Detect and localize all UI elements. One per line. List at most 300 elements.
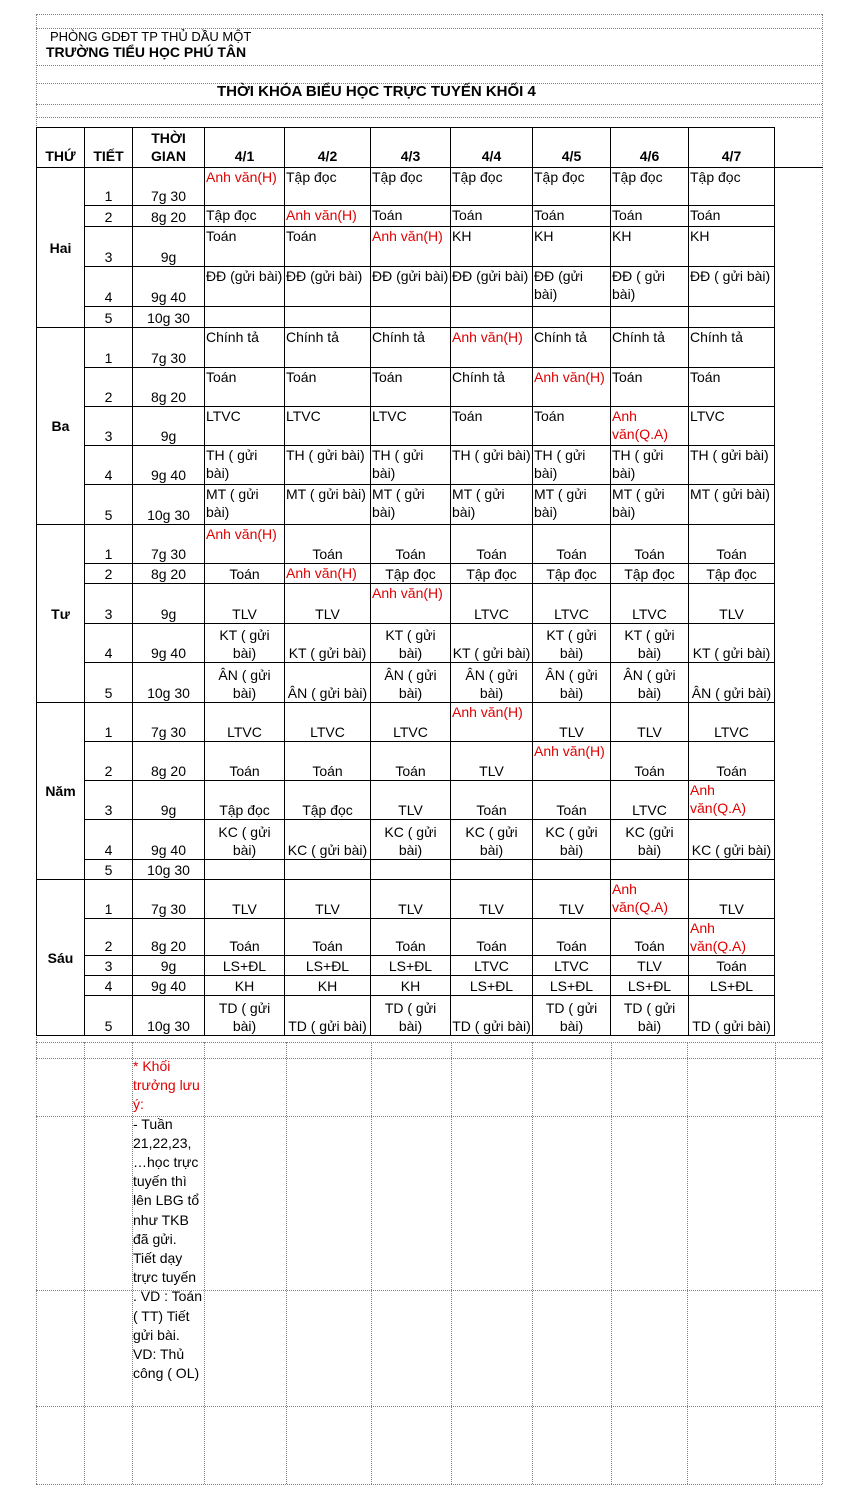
subject-cell: TLV bbox=[205, 584, 285, 624]
subject-cell: Toán bbox=[611, 525, 689, 564]
subject-cell: Tập đọc bbox=[205, 781, 285, 820]
subject-cell: MT ( gửi bài) bbox=[285, 485, 371, 525]
subject-cell: LTVC bbox=[205, 407, 285, 446]
subject-cell: KC ( gửi bài) bbox=[205, 820, 285, 860]
subject-cell: Toán bbox=[689, 742, 775, 781]
subject-cell: Anh văn(Q.A) bbox=[689, 781, 775, 820]
subject-cell: LTVC bbox=[689, 407, 775, 446]
note-heading: * Khối trưởng lưu ý: bbox=[133, 1058, 200, 1113]
table-row bbox=[37, 703, 823, 742]
subject-cell bbox=[205, 860, 285, 880]
period-number: 2 bbox=[85, 742, 133, 781]
school-name: TRƯỜNG TIỂU HỌC PHÚ TÂN bbox=[46, 44, 247, 60]
subject-cell: LTVC bbox=[285, 407, 371, 446]
subject-cell: ÂN ( gửi bài) bbox=[451, 663, 533, 703]
subject-cell: KT ( gửi bài) bbox=[689, 624, 775, 663]
table-row bbox=[37, 584, 823, 624]
grid-line bbox=[84, 1042, 85, 1484]
table-row bbox=[37, 976, 823, 996]
subject-cell: TLV bbox=[371, 781, 451, 820]
period-number: 3 bbox=[85, 407, 133, 446]
subject-cell: LTVC bbox=[451, 956, 533, 976]
subject-cell: Toán bbox=[371, 525, 451, 564]
table-row bbox=[37, 742, 823, 781]
subject-cell: LTVC bbox=[285, 703, 371, 742]
period-time: 9g bbox=[133, 407, 205, 446]
subject-cell: TLV bbox=[285, 880, 371, 919]
subject-cell: KT ( gửi bài) bbox=[205, 624, 285, 663]
subject-cell: ĐĐ (gửi bài) bbox=[205, 267, 285, 307]
period-time: 8g 20 bbox=[133, 564, 205, 584]
subject-cell: Tập đọc bbox=[533, 564, 611, 584]
grid-line bbox=[36, 14, 822, 15]
period-time: 9g bbox=[133, 584, 205, 624]
col-header-class: 4/3 bbox=[371, 128, 451, 168]
subject-cell: Tập đọc bbox=[451, 564, 533, 584]
period-number: 2 bbox=[85, 368, 133, 407]
subject-cell: Toán bbox=[371, 368, 451, 407]
subject-cell: ÂN ( gửi bài) bbox=[285, 663, 371, 703]
subject-cell: LTVC bbox=[533, 584, 611, 624]
subject-cell: LTVC bbox=[371, 407, 451, 446]
grid-line bbox=[611, 1042, 612, 1484]
subject-cell: Tập đọc bbox=[285, 781, 371, 820]
subject-cell: TD ( gửi bài) bbox=[285, 996, 371, 1036]
subject-cell: Anh văn(H) bbox=[285, 564, 371, 584]
subject-cell: KC ( gửi bài) bbox=[371, 820, 451, 860]
period-number: 3 bbox=[85, 956, 133, 976]
period-time: 7g 30 bbox=[133, 525, 205, 564]
subject-cell: Toán bbox=[611, 742, 689, 781]
subject-cell: ĐĐ ( gửi bài) bbox=[611, 267, 689, 307]
subject-cell: Tập đọc bbox=[689, 564, 775, 584]
subject-cell: MT ( gửi bài) bbox=[371, 485, 451, 525]
subject-cell: KC ( gửi bài) bbox=[451, 820, 533, 860]
day-label: Tư bbox=[37, 525, 85, 703]
col-header-period: TIẾT bbox=[85, 128, 133, 168]
subject-cell: TH ( gửi bài) bbox=[533, 446, 611, 485]
subject-cell: Toán bbox=[205, 227, 285, 267]
subject-cell bbox=[689, 860, 775, 880]
subject-cell: TD ( gửi bài) bbox=[205, 996, 285, 1036]
subject-cell: Toán bbox=[533, 206, 611, 227]
subject-cell: Toán bbox=[533, 781, 611, 820]
subject-cell: Toán bbox=[451, 525, 533, 564]
subject-cell: TLV bbox=[611, 956, 689, 976]
subject-cell: LTVC bbox=[533, 956, 611, 976]
table-row bbox=[37, 956, 823, 976]
subject-cell bbox=[285, 307, 371, 328]
subject-cell: Toán bbox=[371, 742, 451, 781]
grid-line bbox=[775, 1042, 776, 1484]
period-number: 3 bbox=[85, 227, 133, 267]
subject-cell: Tập đọc bbox=[533, 168, 611, 206]
grid-line bbox=[451, 1042, 452, 1484]
period-number: 5 bbox=[85, 307, 133, 328]
empty-cell bbox=[775, 880, 823, 919]
subject-cell: LS+ĐL bbox=[689, 976, 775, 996]
subject-cell: LS+ĐL bbox=[285, 956, 371, 976]
grid-line bbox=[36, 1484, 822, 1485]
subject-cell: ÂN ( gửi bài) bbox=[611, 663, 689, 703]
subject-cell: KC ( gửi bài) bbox=[533, 820, 611, 860]
period-number: 5 bbox=[85, 485, 133, 525]
subject-cell: Tập đọc bbox=[689, 168, 775, 206]
subject-cell: Anh văn(H) bbox=[533, 742, 611, 781]
day-label: Hai bbox=[37, 168, 85, 328]
subject-cell: Tập đọc bbox=[285, 168, 371, 206]
empty-cell bbox=[775, 820, 823, 860]
period-number: 1 bbox=[85, 880, 133, 919]
subject-cell: Tập đọc bbox=[611, 168, 689, 206]
grid-line bbox=[36, 104, 822, 105]
subject-cell: Toán bbox=[285, 525, 371, 564]
empty-cell bbox=[775, 227, 823, 267]
empty-cell bbox=[775, 742, 823, 781]
empty-cell bbox=[775, 624, 823, 663]
period-time: 7g 30 bbox=[133, 703, 205, 742]
subject-cell: Chính tả bbox=[611, 328, 689, 368]
period-time: 9g 40 bbox=[133, 267, 205, 307]
grid-line bbox=[36, 1406, 822, 1407]
grid-line bbox=[286, 1042, 287, 1484]
subject-cell: Toán bbox=[533, 525, 611, 564]
subject-cell: KT ( gửi bài) bbox=[611, 624, 689, 663]
empty-header bbox=[775, 128, 823, 168]
table-row bbox=[37, 564, 823, 584]
table-row bbox=[37, 206, 823, 227]
subject-cell: TLV bbox=[533, 880, 611, 919]
subject-cell: Anh văn(Q.A) bbox=[611, 880, 689, 919]
empty-cell bbox=[775, 584, 823, 624]
grid-line bbox=[204, 1042, 205, 1484]
empty-cell bbox=[775, 407, 823, 446]
table-row bbox=[37, 781, 823, 820]
empty-cell bbox=[775, 446, 823, 485]
subject-cell: Anh văn(H) bbox=[451, 703, 533, 742]
subject-cell: TD ( gửi bài) bbox=[533, 996, 611, 1036]
subject-cell: Anh văn(H) bbox=[371, 227, 451, 267]
subject-cell: LS+ĐL bbox=[205, 956, 285, 976]
period-number: 4 bbox=[85, 267, 133, 307]
period-time: 7g 30 bbox=[133, 328, 205, 368]
subject-cell: TD ( gửi bài) bbox=[371, 996, 451, 1036]
subject-cell: MT ( gửi bài) bbox=[205, 485, 285, 525]
table-row bbox=[37, 407, 823, 446]
subject-cell: TH ( gửi bài) bbox=[611, 446, 689, 485]
day-label: Sáu bbox=[37, 880, 85, 1036]
subject-cell: TH ( gửi bài) bbox=[689, 446, 775, 485]
period-number: 5 bbox=[85, 996, 133, 1036]
subject-cell: Toán bbox=[371, 206, 451, 227]
empty-cell bbox=[775, 206, 823, 227]
subject-cell: LS+ĐL bbox=[371, 956, 451, 976]
subject-cell: Tập đọc bbox=[611, 564, 689, 584]
grid-line bbox=[532, 1042, 533, 1484]
subject-cell: Anh văn(Q.A) bbox=[689, 919, 775, 956]
subject-cell: MT ( gửi bài) bbox=[611, 485, 689, 525]
subject-cell: Toán bbox=[285, 919, 371, 956]
subject-cell: ĐĐ (gửi bài) bbox=[451, 267, 533, 307]
table-row bbox=[37, 880, 823, 919]
subject-cell: LS+ĐL bbox=[611, 976, 689, 996]
subject-cell: Toán bbox=[205, 742, 285, 781]
subject-cell bbox=[205, 307, 285, 328]
empty-cell bbox=[775, 485, 823, 525]
period-time: 9g bbox=[133, 781, 205, 820]
empty-cell bbox=[775, 781, 823, 820]
subject-cell: Toán bbox=[285, 227, 371, 267]
table-row bbox=[37, 663, 823, 703]
period-number: 4 bbox=[85, 820, 133, 860]
period-time: 10g 30 bbox=[133, 663, 205, 703]
grid-line bbox=[36, 117, 822, 118]
period-time: 7g 30 bbox=[133, 880, 205, 919]
day-label: Ba bbox=[37, 328, 85, 525]
empty-cell bbox=[775, 307, 823, 328]
note-body: - Tuần 21,22,23, …học trực tuyến thì lên LBG tổ như TKB đã gửi. Tiết dạy trực tuyến . VD : Toán ( TT) Tiết gửi bài. VD: Thủ công ( OL) bbox=[133, 1115, 203, 1382]
subject-cell: KC ( gửi bài) bbox=[285, 820, 371, 860]
subject-cell: Toán bbox=[689, 525, 775, 564]
table-row bbox=[37, 820, 823, 860]
table-row bbox=[37, 307, 823, 328]
table-row bbox=[37, 525, 823, 564]
subject-cell: Toán bbox=[533, 919, 611, 956]
subject-cell: Anh văn(Q.A) bbox=[611, 407, 689, 446]
table-row bbox=[37, 267, 823, 307]
subject-cell: Toán bbox=[451, 781, 533, 820]
subject-cell: Toán bbox=[689, 368, 775, 407]
period-number: 3 bbox=[85, 781, 133, 820]
subject-cell: LTVC bbox=[451, 584, 533, 624]
subject-cell bbox=[451, 860, 533, 880]
subject-cell bbox=[533, 860, 611, 880]
subject-cell: ÂN ( gửi bài) bbox=[689, 663, 775, 703]
subject-cell: TH ( gửi bài) bbox=[451, 446, 533, 485]
subject-cell: Toán bbox=[689, 206, 775, 227]
subject-cell: Tập đọc bbox=[371, 168, 451, 206]
period-number: 2 bbox=[85, 919, 133, 956]
subject-cell: Anh văn(H) bbox=[451, 328, 533, 368]
col-header-class: 4/4 bbox=[451, 128, 533, 168]
empty-cell bbox=[775, 267, 823, 307]
subject-cell: ĐĐ (gửi bài) bbox=[285, 267, 371, 307]
period-number: 1 bbox=[85, 525, 133, 564]
subject-cell: Toán bbox=[689, 956, 775, 976]
subject-cell: Toán bbox=[611, 368, 689, 407]
subject-cell: ÂN ( gửi bài) bbox=[205, 663, 285, 703]
subject-cell: ĐĐ ( gửi bài) bbox=[689, 267, 775, 307]
period-time: 9g 40 bbox=[133, 976, 205, 996]
subject-cell: LTVC bbox=[205, 703, 285, 742]
period-time: 8g 20 bbox=[133, 368, 205, 407]
empty-cell bbox=[775, 168, 823, 206]
subject-cell: LTVC bbox=[611, 584, 689, 624]
empty-cell bbox=[775, 996, 823, 1036]
subject-cell: TLV bbox=[285, 584, 371, 624]
subject-cell: TLV bbox=[689, 880, 775, 919]
subject-cell bbox=[285, 860, 371, 880]
subject-cell: KC ( gửi bài) bbox=[689, 820, 775, 860]
col-header-class: 4/2 bbox=[285, 128, 371, 168]
subject-cell: MT ( gửi bài) bbox=[689, 485, 775, 525]
period-time: 10g 30 bbox=[133, 996, 205, 1036]
grid-line bbox=[687, 1042, 688, 1484]
period-number: 1 bbox=[85, 168, 133, 206]
empty-cell bbox=[775, 703, 823, 742]
subject-cell: ÂN ( gửi bài) bbox=[371, 663, 451, 703]
subject-cell: KH bbox=[205, 976, 285, 996]
subject-cell: TLV bbox=[451, 742, 533, 781]
subject-cell: Chính tả bbox=[533, 328, 611, 368]
subject-cell: TLV bbox=[533, 703, 611, 742]
subject-cell: Tập đọc bbox=[205, 206, 285, 227]
subject-cell: LTVC bbox=[611, 781, 689, 820]
table-row bbox=[37, 368, 823, 407]
subject-cell: Tập đọc bbox=[371, 564, 451, 584]
period-time: 10g 30 bbox=[133, 860, 205, 880]
empty-cell bbox=[775, 919, 823, 956]
period-time: 8g 20 bbox=[133, 742, 205, 781]
subject-cell: KH bbox=[451, 227, 533, 267]
subject-cell: TD ( gửi bài) bbox=[451, 996, 533, 1036]
period-number: 2 bbox=[85, 564, 133, 584]
subject-cell: LTVC bbox=[371, 703, 451, 742]
subject-cell: Chính tả bbox=[451, 368, 533, 407]
period-time: 7g 30 bbox=[133, 168, 205, 206]
period-time: 9g 40 bbox=[133, 446, 205, 485]
period-number: 3 bbox=[85, 584, 133, 624]
table-row bbox=[37, 996, 823, 1036]
table-row bbox=[37, 860, 823, 880]
page-title: THỜI KHÓA BIỂU HỌC TRỰC TUYẾN KHỐI 4 bbox=[217, 83, 536, 100]
period-number: 5 bbox=[85, 663, 133, 703]
empty-cell bbox=[775, 976, 823, 996]
subject-cell: Toán bbox=[205, 564, 285, 584]
subject-cell: TLV bbox=[611, 703, 689, 742]
department-name: PHÒNG GDĐT TP THỦ DẦU MỘT bbox=[50, 29, 252, 44]
table-row bbox=[37, 446, 823, 485]
subject-cell bbox=[371, 860, 451, 880]
day-label: Năm bbox=[37, 703, 85, 880]
subject-cell: TD ( gửi bài) bbox=[611, 996, 689, 1036]
subject-cell: TLV bbox=[205, 880, 285, 919]
col-header-day: THỨ bbox=[37, 128, 85, 168]
subject-cell bbox=[451, 307, 533, 328]
period-time: 9g 40 bbox=[133, 624, 205, 663]
period-time: 10g 30 bbox=[133, 485, 205, 525]
subject-cell: TLV bbox=[451, 880, 533, 919]
subject-cell: Anh văn(H) bbox=[533, 368, 611, 407]
subject-cell: KH bbox=[371, 976, 451, 996]
col-header-time: THỜI GIAN bbox=[133, 128, 205, 168]
period-time: 9g bbox=[133, 956, 205, 976]
subject-cell: ÂN ( gửi bài) bbox=[533, 663, 611, 703]
period-time: 8g 20 bbox=[133, 919, 205, 956]
empty-cell bbox=[775, 956, 823, 976]
period-number: 4 bbox=[85, 976, 133, 996]
grid-line bbox=[36, 65, 822, 66]
empty-cell bbox=[775, 525, 823, 564]
empty-cell bbox=[775, 564, 823, 584]
table-row bbox=[37, 624, 823, 663]
subject-cell: Chính tả bbox=[689, 328, 775, 368]
subject-cell: Toán bbox=[451, 407, 533, 446]
subject-cell: Anh văn(H) bbox=[285, 206, 371, 227]
subject-cell: Toán bbox=[451, 919, 533, 956]
period-number: 4 bbox=[85, 446, 133, 485]
subject-cell: ĐĐ (gửi bài) bbox=[533, 267, 611, 307]
note-block bbox=[133, 1057, 203, 1383]
subject-cell: TH ( gửi bài) bbox=[205, 446, 285, 485]
subject-cell: KH bbox=[689, 227, 775, 267]
subject-cell: Toán bbox=[371, 919, 451, 956]
subject-cell: Anh văn(H) bbox=[205, 168, 285, 206]
subject-cell: LS+ĐL bbox=[451, 976, 533, 996]
subject-cell bbox=[689, 307, 775, 328]
empty-cell bbox=[775, 328, 823, 368]
col-header-class: 4/6 bbox=[611, 128, 689, 168]
subject-cell: KT ( gửi bài) bbox=[451, 624, 533, 663]
subject-cell: Toán bbox=[533, 407, 611, 446]
subject-cell: KH bbox=[285, 976, 371, 996]
subject-cell: KH bbox=[611, 227, 689, 267]
subject-cell: Anh văn(H) bbox=[371, 584, 451, 624]
header-row bbox=[37, 128, 823, 168]
empty-cell bbox=[775, 860, 823, 880]
period-time: 8g 20 bbox=[133, 206, 205, 227]
subject-cell: TH ( gửi bài) bbox=[371, 446, 451, 485]
subject-cell: KT ( gửi bài) bbox=[371, 624, 451, 663]
table-row bbox=[37, 919, 823, 956]
subject-cell: KC (gửi bài) bbox=[611, 820, 689, 860]
subject-cell: LS+ĐL bbox=[533, 976, 611, 996]
subject-cell: Chính tả bbox=[205, 328, 285, 368]
period-time: 10g 30 bbox=[133, 307, 205, 328]
period-number: 1 bbox=[85, 703, 133, 742]
subject-cell bbox=[611, 307, 689, 328]
period-time: 9g 40 bbox=[133, 820, 205, 860]
subject-cell: Toán bbox=[285, 742, 371, 781]
period-number: 4 bbox=[85, 624, 133, 663]
subject-cell: Toán bbox=[451, 206, 533, 227]
subject-cell: KT ( gửi bài) bbox=[285, 624, 371, 663]
subject-cell: Toán bbox=[611, 919, 689, 956]
grid-line bbox=[36, 1042, 822, 1043]
subject-cell: Tập đọc bbox=[451, 168, 533, 206]
subject-cell: Anh văn(H) bbox=[205, 525, 285, 564]
table-row bbox=[37, 485, 823, 525]
table-row bbox=[37, 168, 823, 206]
subject-cell: Toán bbox=[611, 206, 689, 227]
subject-cell: TH ( gửi bài) bbox=[285, 446, 371, 485]
subject-cell: KH bbox=[533, 227, 611, 267]
period-number: 2 bbox=[85, 206, 133, 227]
subject-cell: TLV bbox=[371, 880, 451, 919]
subject-cell: Chính tả bbox=[285, 328, 371, 368]
empty-cell bbox=[775, 663, 823, 703]
empty-cell bbox=[775, 368, 823, 407]
subject-cell bbox=[611, 860, 689, 880]
subject-cell: TLV bbox=[689, 584, 775, 624]
subject-cell: Toán bbox=[205, 919, 285, 956]
table-row bbox=[37, 227, 823, 267]
timetable bbox=[36, 127, 823, 1036]
subject-cell: Chính tả bbox=[371, 328, 451, 368]
subject-cell: LTVC bbox=[689, 703, 775, 742]
col-header-class: 4/5 bbox=[533, 128, 611, 168]
subject-cell: KT ( gửi bài) bbox=[533, 624, 611, 663]
